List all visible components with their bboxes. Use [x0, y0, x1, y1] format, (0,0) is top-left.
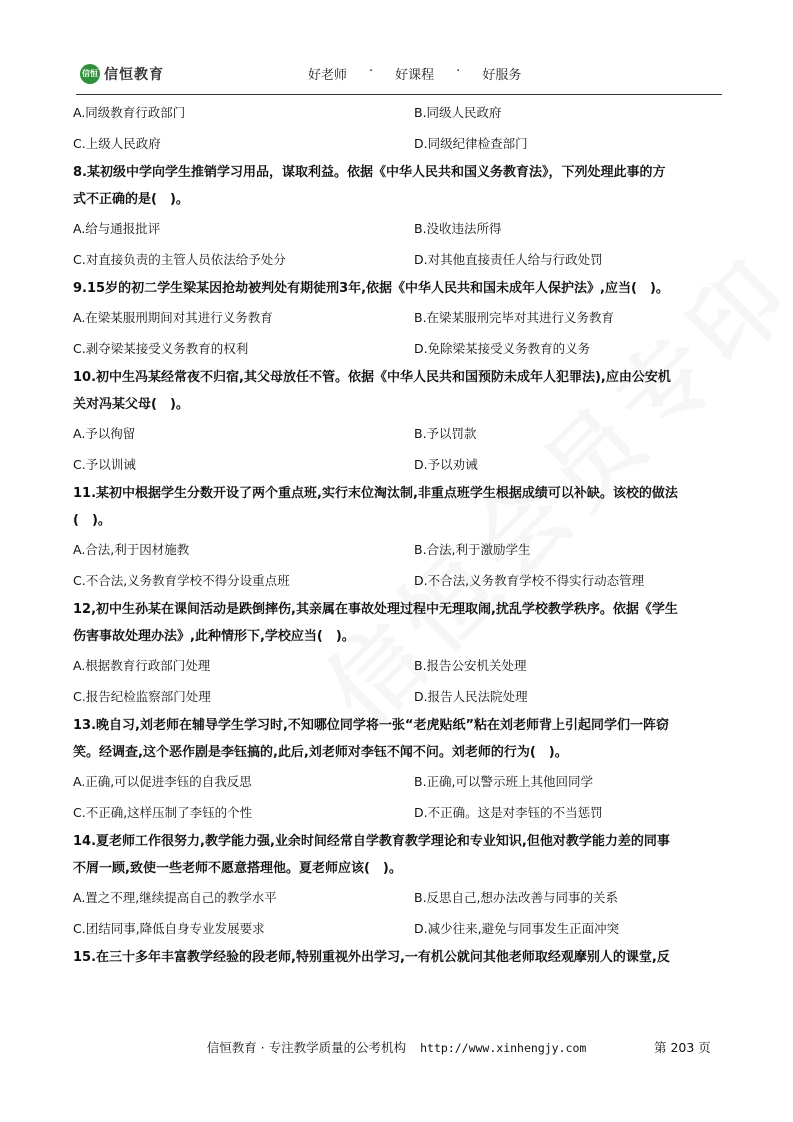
- answer-option: D.报告人民法院处理: [414, 689, 528, 704]
- answer-option: B.正确,可以警示班上其他回同学: [414, 774, 594, 789]
- answer-option: A.正确,可以促进李钰的自我反思: [73, 774, 252, 789]
- logo: [80, 64, 164, 84]
- question-text: 不屑一顾,致使一些老师不愿意搭理他。夏老师应该( )。: [73, 861, 402, 876]
- answer-option: D.减少往来,避免与同事发生正面冲突: [414, 921, 620, 936]
- question-text: 关对冯某父母( )。: [73, 397, 189, 412]
- answer-option: C.上级人民政府: [73, 136, 161, 151]
- option-row: [73, 650, 725, 681]
- question-text: 伤害事故处理办法》,此种情形下,学校应当( )。: [73, 629, 355, 644]
- question-text: 式不正确的是( )。: [73, 192, 189, 207]
- page-header: [76, 58, 722, 95]
- question-text: 12,初中生孙某在课间活动是跌倒摔伤,其亲属在事故处理过程中无理取闹,扰乱学校教学秩序。依据《学生: [73, 602, 678, 617]
- answer-option: C.团结同事,降低自身专业发展要求: [73, 921, 265, 936]
- answer-option: D.不正确。这是对李钰的不当惩罚: [414, 805, 603, 820]
- answer-option: C.予以训诫: [73, 457, 136, 472]
- option-row: [73, 128, 725, 159]
- answer-option: A.根据教育行政部门处理: [73, 658, 211, 673]
- header-slogan: [308, 64, 521, 83]
- question-text: 9.15岁的初二学生梁某因抢劫被判处有期徒刑3年,依据《中华人民共和国未成年人保护法》,应当( )。: [73, 281, 669, 296]
- answer-option: A.予以徇留: [73, 426, 136, 441]
- slogan-part: 好服务: [482, 68, 522, 83]
- answer-option: C.不正确,这样压制了李钰的个性: [73, 805, 253, 820]
- option-row: [73, 302, 725, 333]
- option-row: [73, 244, 725, 275]
- option-row: [73, 882, 725, 913]
- page-number: 第 203 页: [654, 1040, 711, 1055]
- answer-option: B.同级人民政府: [414, 105, 502, 120]
- option-row: [73, 913, 725, 944]
- logo-text: 信恒教育: [104, 67, 164, 83]
- answer-option: B.在梁某服刑完毕对其进行义务教育: [414, 310, 615, 325]
- footer-org: 信恒教育 · 专注教学质量的公考机构: [206, 1040, 407, 1055]
- option-row: [73, 97, 725, 128]
- logo-icon: 信恒: [80, 64, 100, 84]
- answer-option: A.合法,利于因材施教: [73, 542, 190, 557]
- answer-option: C.对直接负责的主管人员依法给予处分: [73, 252, 286, 267]
- answer-option: D.不合法,义务教育学校不得实行动态管理: [414, 573, 645, 588]
- option-row: [73, 797, 725, 828]
- answer-option: D.予以劝诫: [414, 457, 478, 472]
- option-row: [73, 534, 725, 565]
- answer-option: D.免除梁某接受义务教育的义务: [414, 341, 591, 356]
- answer-option: D.同级纪律检查部门: [414, 136, 528, 151]
- option-row: [73, 449, 725, 480]
- slogan-part: 好老师: [308, 68, 348, 83]
- answer-option: A.同级教育行政部门: [73, 105, 186, 120]
- answer-option: C.不合法,义务教育学校不得分设重点班: [73, 573, 290, 588]
- footer-url: http://www.xinhengjy.com: [420, 1041, 587, 1055]
- answer-option: A.给与通报批评: [73, 221, 161, 236]
- question-text: ( )。: [73, 513, 111, 528]
- slogan-separator: ·: [456, 64, 461, 79]
- question-text: 8.某初级中学向学生推销学习用品，谋取利益。依据《中华人民共和国义务教育法》，下列处理此事的方: [73, 165, 666, 180]
- question-text: 13.晚自习,刘老师在辅导学生学习时,不知哪位同学将一张“老虎贴纸”粘在刘老师背上引起同学们一阵窃: [73, 718, 669, 733]
- question-text: 10.初中生冯某经常夜不归宿,其父母放任不管。依据《中华人民共和国预防未成年人犯罪法),应由公安机: [73, 370, 671, 385]
- option-row: [73, 681, 725, 712]
- answer-option: D.对其他直接责任人给与行政处罚: [414, 252, 603, 267]
- slogan-separator: ·: [369, 64, 374, 79]
- option-row: [73, 213, 725, 244]
- answer-option: A.在梁某服刑期间对其进行义务教育: [73, 310, 273, 325]
- option-row: [73, 418, 725, 449]
- answer-option: B.合法,利于激励学生: [414, 542, 531, 557]
- option-row: [73, 565, 725, 596]
- question-text: 11.某初中根据学生分数开设了两个重点班,实行末位淘汰制,非重点班学生根据成绩可以补缺。该校的做法: [73, 486, 678, 501]
- option-row: [73, 766, 725, 797]
- question-text: 14.夏老师工作很努力,教学能力强,业余时间经常自学教育教学理论和专业知识,但他对教学能力差的同事: [73, 834, 670, 849]
- answer-option: B.反思自己,想办法改善与同事的关系: [414, 890, 619, 905]
- slogan-part: 好课程: [395, 68, 435, 83]
- option-row: [73, 333, 725, 364]
- answer-option: A.置之不理,继续提高自己的教学水平: [73, 890, 277, 905]
- answer-option: B.予以罚款: [414, 426, 477, 441]
- answer-option: B.报告公安机关处理: [414, 658, 527, 673]
- question-text: 15.在三十多年丰富教学经验的段老师,特别重视外出学习,一有机公就问其他老师取经观摩别人的课堂,反: [73, 950, 670, 965]
- answer-option: B.没收违法所得: [414, 221, 502, 236]
- question-text: 笑。经调查,这个恶作剧是李钰搞的,此后,刘老师对李钰不闻不问。刘老师的行为( )。: [73, 745, 568, 760]
- question-content: [73, 97, 725, 971]
- answer-option: C.剥夺梁某接受义务教育的权利: [73, 341, 249, 356]
- page-footer: [0, 1038, 793, 1056]
- answer-option: C.报告纪检监察部门处理: [73, 689, 211, 704]
